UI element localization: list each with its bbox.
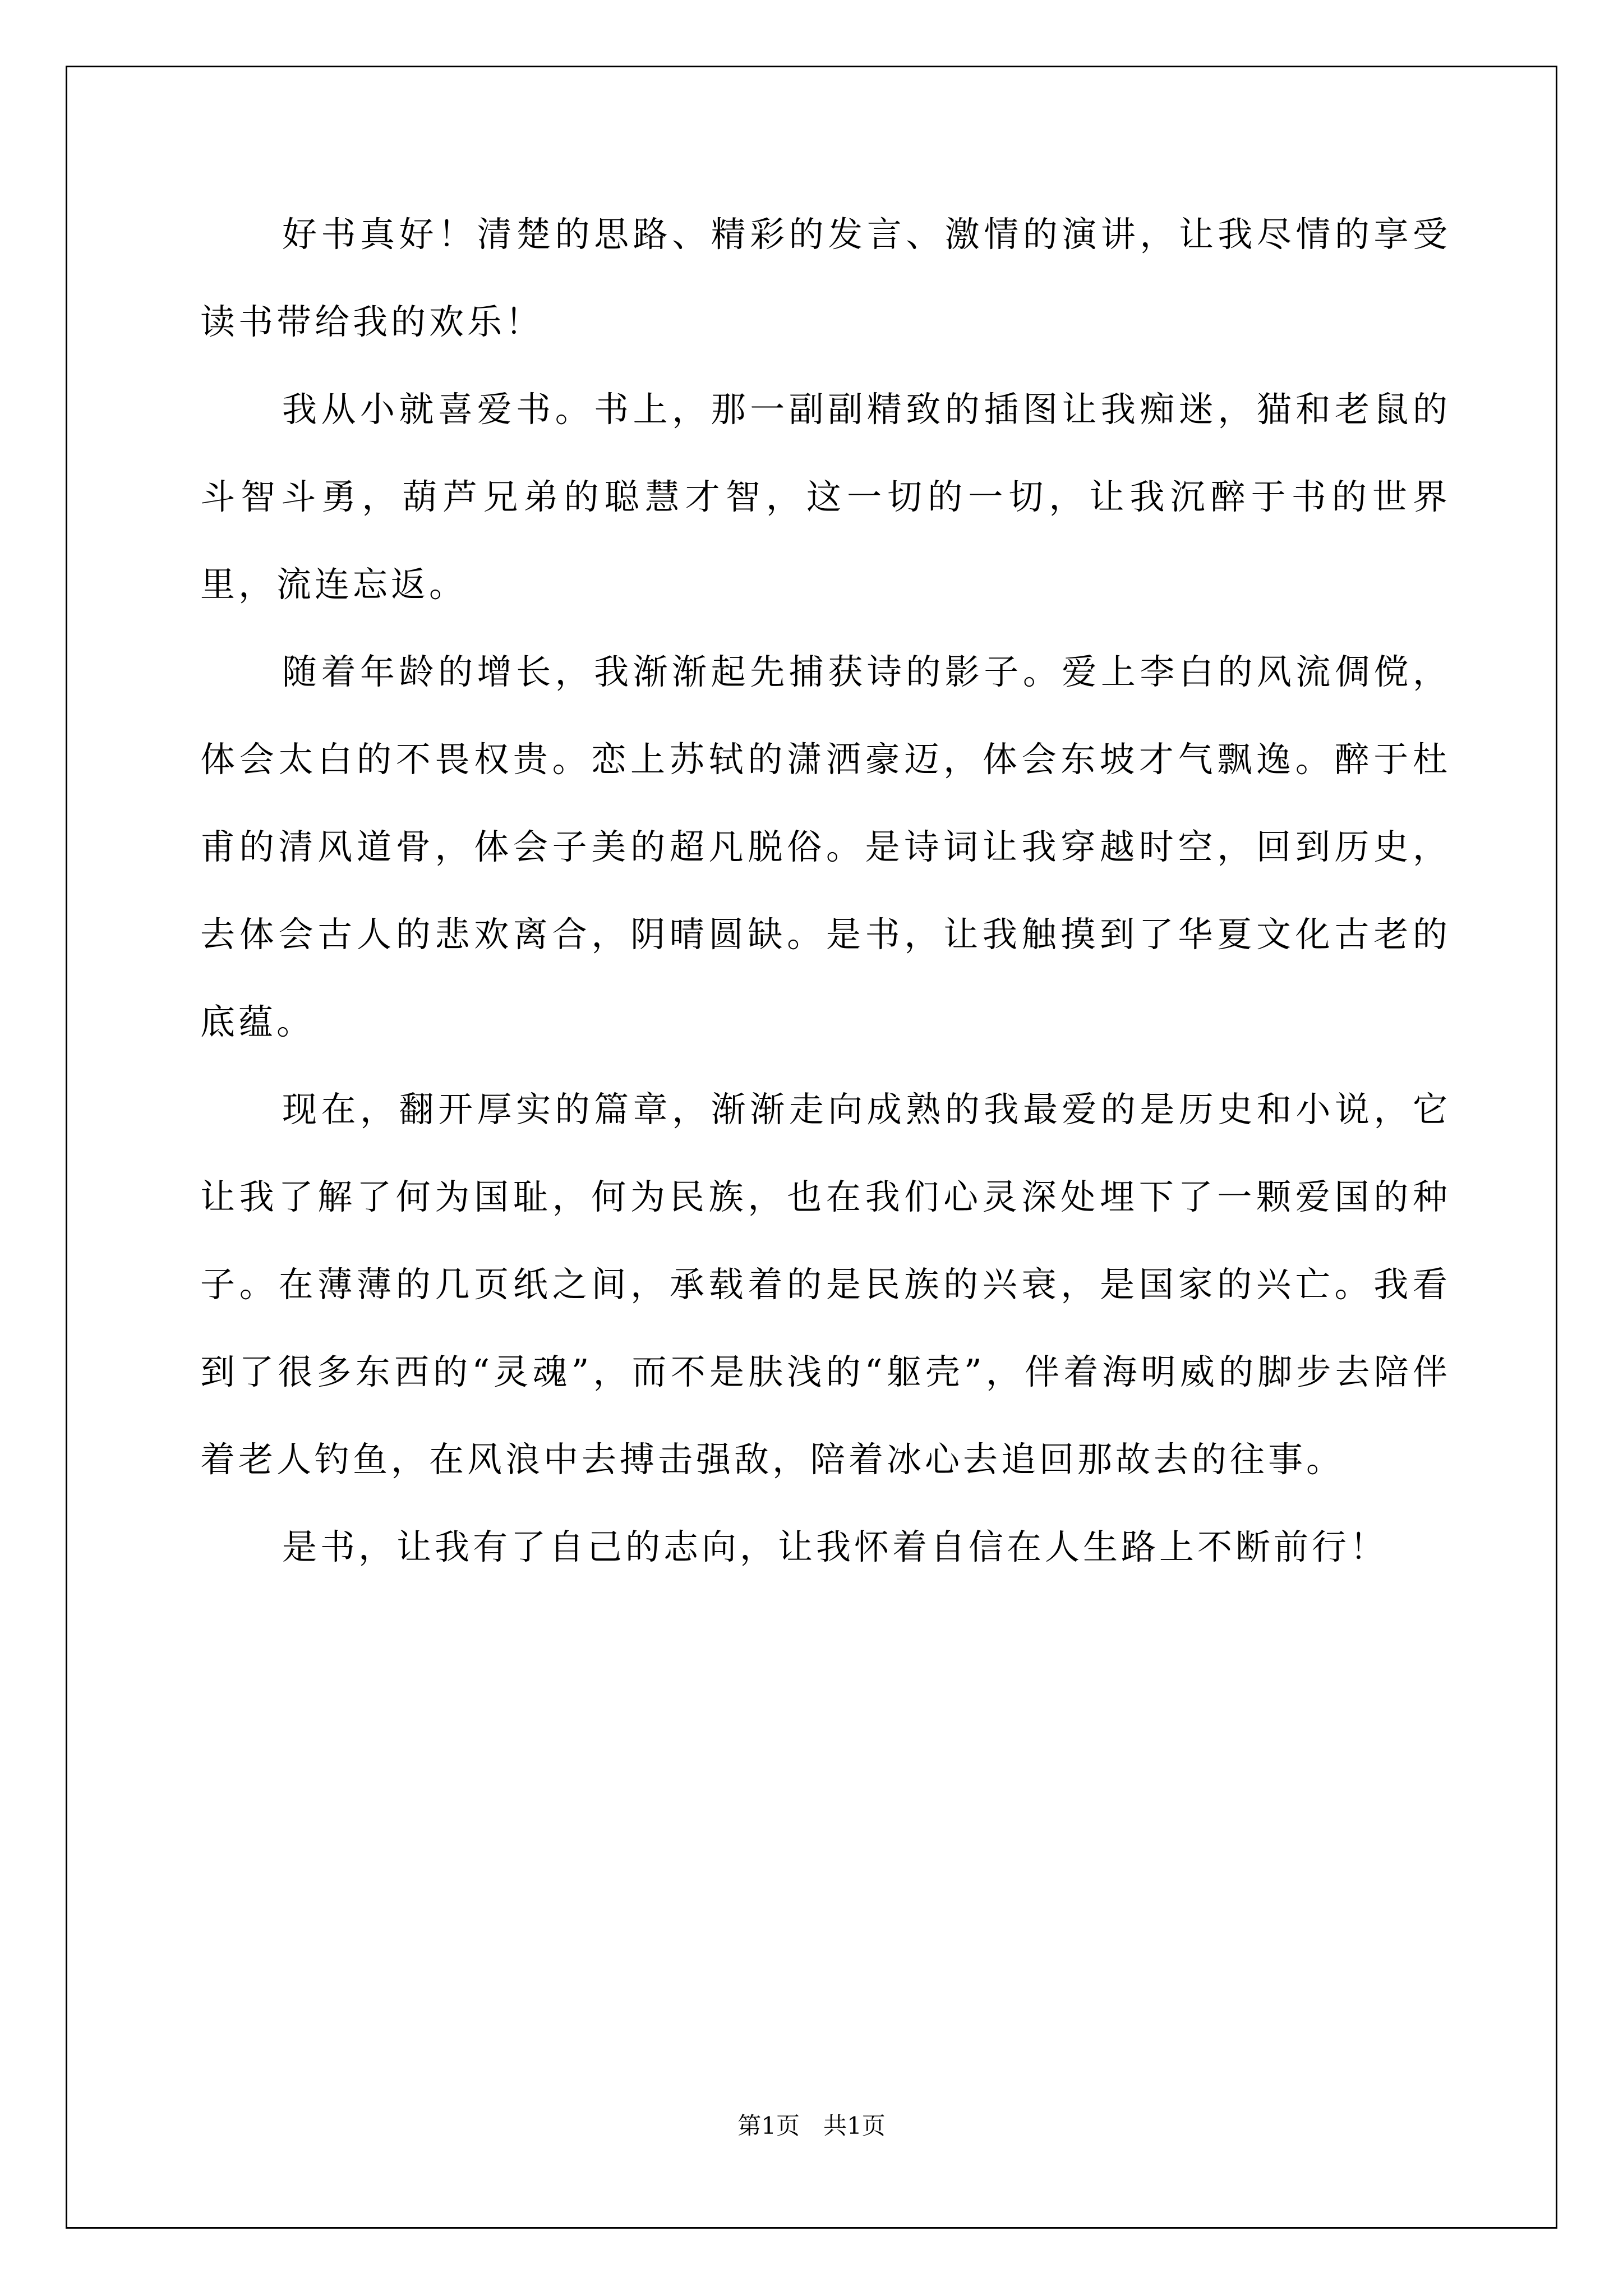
paragraph: 是书，让我有了自己的志向，让我怀着自信在人生路上不断前行！ [282, 1526, 1389, 1567]
paragraph: 随着年龄的增长，我渐渐起先捕获诗的影子。爱上李白的风流倜傥，体会太白的不畏权贵。恋上苏轼的潇洒豪迈，体会东坡才气飘逸。醉于杜甫的清风道骨，体会子美的超凡脱俗。是诗词让我穿越时空，回到历史，去体会古人的悲欢离合，阴晴圆缺。是书，让我触摸到了华夏文化古老的底蕴。 [200, 651, 1451, 1042]
paragraph: 我从小就喜爱书。书上，那一副副精致的插图让我痴迷，猫和老鼠的斗智斗勇，葫芦兄弟的聪慧才智，这一切的一切，让我沉醉于书的世界里，流连忘返。 [200, 389, 1451, 605]
document-body [200, 191, 1451, 1591]
page-number: 第1页 共1页 [737, 2112, 886, 2139]
page-footer [0, 2109, 1623, 2143]
paragraph: 好书真好！清楚的思路、精彩的发言、激情的演讲，让我尽情的享受读书带给我的欢乐！ [200, 214, 1451, 342]
paragraph: 现在，翻开厚实的篇章，渐渐走向成熟的我最爱的是历史和小说，它让我了解了何为国耻，何为民族，也在我们心灵深处埋下了一颗爱国的种子。在薄薄的几页纸之间，承载着的是民族的兴衰，是国家的兴亡。我看到了很多东西的“灵魂”，而不是肤浅的“躯壳”，伴着海明威的脚步去陪伴着老人钓鱼，在风浪中去搏击强敌，陪着冰心去追回那故去的往事。 [200, 1089, 1451, 1480]
